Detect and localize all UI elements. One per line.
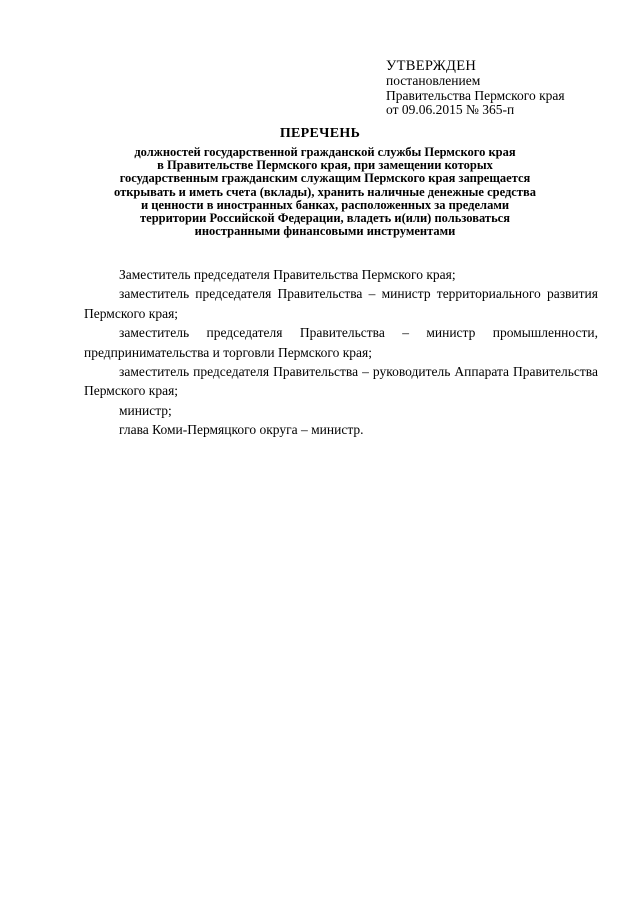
- subtitle-line: государственным гражданским служащим Пермского края запрещается: [119, 171, 531, 186]
- document-subtitle: [80, 146, 570, 238]
- document-title: ПЕРЕЧЕНЬ: [279, 126, 361, 141]
- position-item: заместитель председателя Правительства – министр промышленности, предпринимательства и торговли Пермского края;: [84, 325, 598, 360]
- subtitle-line: иностранными финансовыми инструментами: [194, 224, 456, 239]
- subtitle-line: и ценности в иностранных банках, расположенных за пределами: [140, 197, 510, 212]
- subtitle-line: открывать и иметь счета (вклады), хранить наличные денежные средства: [113, 184, 536, 199]
- subtitle-line: в Правительстве Пермского края, при замещении которых: [157, 158, 493, 173]
- position-item: заместитель председателя Правительства – министр территориального развития Пермского края;: [84, 286, 598, 321]
- approval-line-3: от 09.06.2015 № 365-п: [386, 102, 515, 117]
- approval-line-2: Правительства Пермского края: [386, 87, 565, 103]
- subtitle-line: должностей государственной гражданской службы Пермского края: [134, 145, 516, 159]
- approval-stamp: УТВЕРЖДЕН: [386, 58, 477, 74]
- positions-list: [84, 265, 598, 440]
- position-item: министр;: [119, 402, 172, 418]
- position-item: глава Коми-Пермяцкого округа – министр.: [119, 422, 364, 438]
- approval-line-1: постановлением: [386, 73, 481, 88]
- approval-block: [386, 59, 626, 118]
- position-item: заместитель председателя Правительства – руководитель Аппарата Правительства Пермского края;: [84, 364, 598, 399]
- position-item: Заместитель председателя Правительства Пермского края;: [119, 267, 456, 282]
- subtitle-line: территории Российской Федерации, владеть и(или) пользоваться: [140, 211, 510, 226]
